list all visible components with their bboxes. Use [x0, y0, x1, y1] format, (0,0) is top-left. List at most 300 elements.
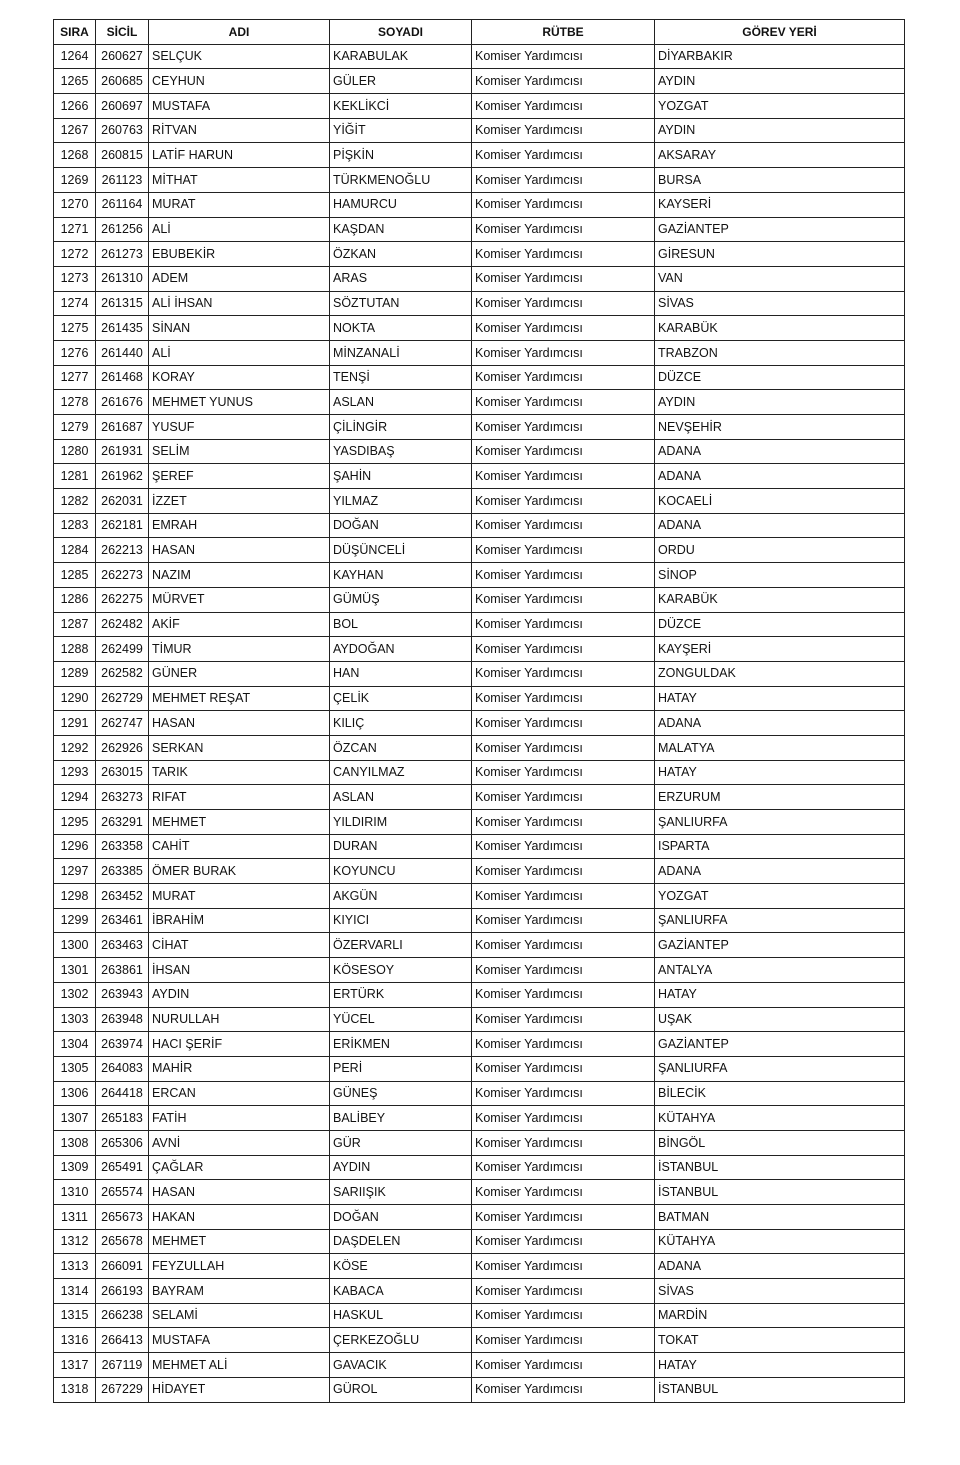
cell-gorev-yeri: YOZGAT: [655, 884, 905, 909]
cell-gorev-yeri: GAZİANTEP: [655, 217, 905, 242]
cell-adi: RIFAT: [149, 785, 330, 810]
cell-gorev-yeri: ZONGULDAK: [655, 661, 905, 686]
cell-sira: 1299: [54, 908, 96, 933]
table-row: [54, 1180, 905, 1205]
cell-adi: NAZIM: [149, 563, 330, 588]
cell-sira: 1314: [54, 1279, 96, 1304]
cell-adi: ERCAN: [149, 1081, 330, 1106]
cell-rutbe: Komiser Yardımcısı: [472, 563, 655, 588]
cell-gorev-yeri: MARDİN: [655, 1303, 905, 1328]
cell-soyadi: YÜCEL: [330, 1007, 472, 1032]
cell-sira: 1267: [54, 118, 96, 143]
cell-rutbe: Komiser Yardımcısı: [472, 884, 655, 909]
cell-soyadi: KAŞDAN: [330, 217, 472, 242]
cell-gorev-yeri: VAN: [655, 266, 905, 291]
cell-gorev-yeri: GİRESUN: [655, 242, 905, 267]
cell-rutbe: Komiser Yardımcısı: [472, 1032, 655, 1057]
cell-soyadi: HAN: [330, 661, 472, 686]
cell-sicil: 263358: [96, 834, 149, 859]
cell-soyadi: KABACA: [330, 1279, 472, 1304]
table-row: [54, 94, 905, 119]
cell-gorev-yeri: TOKAT: [655, 1328, 905, 1353]
cell-sicil: 263452: [96, 884, 149, 909]
table-row: [54, 933, 905, 958]
header-gorev-yeri: GÖREV YERİ: [655, 20, 905, 45]
cell-gorev-yeri: AYDIN: [655, 69, 905, 94]
table-row: [54, 1328, 905, 1353]
cell-sicil: 260815: [96, 143, 149, 168]
cell-sicil: 261256: [96, 217, 149, 242]
table-row: [54, 513, 905, 538]
cell-rutbe: Komiser Yardımcısı: [472, 143, 655, 168]
cell-sicil: 261440: [96, 340, 149, 365]
table-row: [54, 69, 905, 94]
table-row: [54, 365, 905, 390]
cell-soyadi: BOL: [330, 612, 472, 637]
cell-rutbe: Komiser Yardımcısı: [472, 538, 655, 563]
cell-sicil: 263291: [96, 810, 149, 835]
cell-rutbe: Komiser Yardımcısı: [472, 217, 655, 242]
cell-sira: 1276: [54, 340, 96, 365]
cell-soyadi: CANYILMAZ: [330, 760, 472, 785]
cell-sira: 1295: [54, 810, 96, 835]
table-row: [54, 291, 905, 316]
cell-sicil: 263974: [96, 1032, 149, 1057]
cell-adi: ÖMER BURAK: [149, 859, 330, 884]
cell-soyadi: ÖZKAN: [330, 242, 472, 267]
cell-gorev-yeri: İSTANBUL: [655, 1180, 905, 1205]
cell-adi: MEHMET YUNUS: [149, 390, 330, 415]
table-row: [54, 217, 905, 242]
cell-gorev-yeri: KÜTAHYA: [655, 1229, 905, 1254]
cell-soyadi: DAŞDELEN: [330, 1229, 472, 1254]
cell-sicil: 265491: [96, 1155, 149, 1180]
cell-rutbe: Komiser Yardımcısı: [472, 1254, 655, 1279]
cell-soyadi: ERİKMEN: [330, 1032, 472, 1057]
cell-rutbe: Komiser Yardımcısı: [472, 686, 655, 711]
cell-gorev-yeri: ERZURUM: [655, 785, 905, 810]
cell-soyadi: KÖSE: [330, 1254, 472, 1279]
cell-rutbe: Komiser Yardımcısı: [472, 908, 655, 933]
cell-sicil: 262582: [96, 661, 149, 686]
table-row: [54, 612, 905, 637]
cell-rutbe: Komiser Yardımcısı: [472, 612, 655, 637]
cell-adi: MAHİR: [149, 1056, 330, 1081]
cell-gorev-yeri: DİYARBAKIR: [655, 44, 905, 69]
table-row: [54, 735, 905, 760]
cell-adi: RİTVAN: [149, 118, 330, 143]
cell-soyadi: GÜLER: [330, 69, 472, 94]
cell-sicil: 260697: [96, 94, 149, 119]
cell-soyadi: KAYHAN: [330, 563, 472, 588]
cell-gorev-yeri: BİLECİK: [655, 1081, 905, 1106]
cell-adi: SELİM: [149, 439, 330, 464]
cell-soyadi: AKGÜN: [330, 884, 472, 909]
cell-sicil: 265678: [96, 1229, 149, 1254]
cell-gorev-yeri: SİVAS: [655, 1279, 905, 1304]
cell-sira: 1300: [54, 933, 96, 958]
cell-rutbe: Komiser Yardımcısı: [472, 1279, 655, 1304]
table-row: [54, 661, 905, 686]
cell-gorev-yeri: KAYSERİ: [655, 192, 905, 217]
cell-gorev-yeri: ADANA: [655, 464, 905, 489]
cell-adi: EBUBEKİR: [149, 242, 330, 267]
cell-sicil: 261468: [96, 365, 149, 390]
table-row: [54, 44, 905, 69]
cell-sira: 1274: [54, 291, 96, 316]
table-row: [54, 1130, 905, 1155]
cell-sicil: 266413: [96, 1328, 149, 1353]
cell-rutbe: Komiser Yardımcısı: [472, 44, 655, 69]
table-row: [54, 1205, 905, 1230]
cell-adi: TİMUR: [149, 637, 330, 662]
cell-soyadi: NOKTA: [330, 316, 472, 341]
table-row: [54, 1303, 905, 1328]
cell-sicil: 265306: [96, 1130, 149, 1155]
cell-sicil: 261310: [96, 266, 149, 291]
cell-sicil: 261962: [96, 464, 149, 489]
cell-rutbe: Komiser Yardımcısı: [472, 242, 655, 267]
cell-adi: EMRAH: [149, 513, 330, 538]
cell-soyadi: KOYUNCU: [330, 859, 472, 884]
cell-sira: 1288: [54, 637, 96, 662]
cell-adi: NURULLAH: [149, 1007, 330, 1032]
cell-soyadi: BALİBEY: [330, 1106, 472, 1131]
cell-soyadi: SARIIŞIK: [330, 1180, 472, 1205]
cell-sicil: 262031: [96, 489, 149, 514]
cell-sira: 1304: [54, 1032, 96, 1057]
table-row: [54, 760, 905, 785]
table-row: [54, 982, 905, 1007]
cell-rutbe: Komiser Yardımcısı: [472, 933, 655, 958]
table-row: [54, 1081, 905, 1106]
cell-rutbe: Komiser Yardımcısı: [472, 1328, 655, 1353]
cell-gorev-yeri: MALATYA: [655, 735, 905, 760]
table-row: [54, 810, 905, 835]
cell-soyadi: ERTÜRK: [330, 982, 472, 1007]
cell-sira: 1275: [54, 316, 96, 341]
cell-sicil: 266193: [96, 1279, 149, 1304]
cell-gorev-yeri: ŞANLIURFA: [655, 1056, 905, 1081]
cell-adi: YUSUF: [149, 415, 330, 440]
cell-adi: ALİ: [149, 217, 330, 242]
table-row: [54, 266, 905, 291]
cell-gorev-yeri: ANTALYA: [655, 958, 905, 983]
cell-gorev-yeri: HATAY: [655, 686, 905, 711]
cell-sicil: 262499: [96, 637, 149, 662]
cell-rutbe: Komiser Yardımcısı: [472, 735, 655, 760]
cell-soyadi: ÇİLİNGİR: [330, 415, 472, 440]
cell-rutbe: Komiser Yardımcısı: [472, 637, 655, 662]
cell-rutbe: Komiser Yardımcısı: [472, 316, 655, 341]
cell-gorev-yeri: AYDIN: [655, 390, 905, 415]
cell-sicil: 262482: [96, 612, 149, 637]
table-row: [54, 1155, 905, 1180]
cell-rutbe: Komiser Yardımcısı: [472, 711, 655, 736]
cell-gorev-yeri: SİNOP: [655, 563, 905, 588]
table-row: [54, 1353, 905, 1378]
cell-soyadi: HASKUL: [330, 1303, 472, 1328]
cell-adi: FEYZULLAH: [149, 1254, 330, 1279]
cell-rutbe: Komiser Yardımcısı: [472, 1377, 655, 1402]
cell-adi: TARIK: [149, 760, 330, 785]
cell-adi: MEHMET REŞAT: [149, 686, 330, 711]
cell-soyadi: ASLAN: [330, 785, 472, 810]
cell-soyadi: KÖSESOY: [330, 958, 472, 983]
cell-adi: MEHMET: [149, 810, 330, 835]
cell-adi: MUSTAFA: [149, 1328, 330, 1353]
cell-sicil: 263273: [96, 785, 149, 810]
cell-sicil: 263948: [96, 1007, 149, 1032]
cell-sira: 1284: [54, 538, 96, 563]
cell-adi: HAKAN: [149, 1205, 330, 1230]
cell-gorev-yeri: ŞANLIURFA: [655, 908, 905, 933]
cell-soyadi: ARAS: [330, 266, 472, 291]
header-rutbe: RÜTBE: [472, 20, 655, 45]
cell-soyadi: ŞAHİN: [330, 464, 472, 489]
cell-soyadi: DÜŞÜNCELİ: [330, 538, 472, 563]
cell-adi: HASAN: [149, 538, 330, 563]
cell-adi: CAHİT: [149, 834, 330, 859]
cell-sira: 1266: [54, 94, 96, 119]
cell-adi: İBRAHİM: [149, 908, 330, 933]
cell-sicil: 261676: [96, 390, 149, 415]
table-row: [54, 637, 905, 662]
cell-rutbe: Komiser Yardımcısı: [472, 365, 655, 390]
cell-sicil: 263015: [96, 760, 149, 785]
cell-sicil: 266238: [96, 1303, 149, 1328]
cell-soyadi: DOĞAN: [330, 513, 472, 538]
cell-soyadi: ÖZCAN: [330, 735, 472, 760]
cell-sira: 1293: [54, 760, 96, 785]
cell-sicil: 264083: [96, 1056, 149, 1081]
cell-gorev-yeri: DÜZCE: [655, 612, 905, 637]
cell-sira: 1308: [54, 1130, 96, 1155]
cell-soyadi: ASLAN: [330, 390, 472, 415]
cell-soyadi: ÇERKEZOĞLU: [330, 1328, 472, 1353]
table-row: [54, 464, 905, 489]
cell-gorev-yeri: HATAY: [655, 1353, 905, 1378]
cell-sira: 1279: [54, 415, 96, 440]
table-row: [54, 143, 905, 168]
cell-sira: 1316: [54, 1328, 96, 1353]
cell-sira: 1294: [54, 785, 96, 810]
cell-sicil: 266091: [96, 1254, 149, 1279]
cell-soyadi: PERİ: [330, 1056, 472, 1081]
cell-sira: 1307: [54, 1106, 96, 1131]
cell-sira: 1306: [54, 1081, 96, 1106]
cell-adi: AYDIN: [149, 982, 330, 1007]
cell-gorev-yeri: BURSA: [655, 168, 905, 193]
cell-adi: MEHMET: [149, 1229, 330, 1254]
cell-sira: 1264: [54, 44, 96, 69]
cell-sira: 1317: [54, 1353, 96, 1378]
cell-gorev-yeri: YOZGAT: [655, 94, 905, 119]
cell-soyadi: ÖZERVARLI: [330, 933, 472, 958]
table-row: [54, 711, 905, 736]
cell-adi: FATİH: [149, 1106, 330, 1131]
cell-adi: ADEM: [149, 266, 330, 291]
cell-adi: HACI ŞERİF: [149, 1032, 330, 1057]
cell-gorev-yeri: BATMAN: [655, 1205, 905, 1230]
cell-sicil: 262273: [96, 563, 149, 588]
table-row: [54, 785, 905, 810]
cell-soyadi: YILMAZ: [330, 489, 472, 514]
cell-sicil: 265673: [96, 1205, 149, 1230]
cell-soyadi: GÜNEŞ: [330, 1081, 472, 1106]
cell-adi: HASAN: [149, 711, 330, 736]
cell-rutbe: Komiser Yardımcısı: [472, 1081, 655, 1106]
cell-gorev-yeri: ADANA: [655, 513, 905, 538]
cell-rutbe: Komiser Yardımcısı: [472, 513, 655, 538]
cell-sira: 1296: [54, 834, 96, 859]
cell-soyadi: YILDIRIM: [330, 810, 472, 835]
cell-rutbe: Komiser Yardımcısı: [472, 291, 655, 316]
cell-rutbe: Komiser Yardımcısı: [472, 69, 655, 94]
cell-rutbe: Komiser Yardımcısı: [472, 1007, 655, 1032]
cell-sira: 1269: [54, 168, 96, 193]
cell-adi: İZZET: [149, 489, 330, 514]
cell-sira: 1281: [54, 464, 96, 489]
cell-sicil: 262275: [96, 587, 149, 612]
cell-sicil: 262213: [96, 538, 149, 563]
table-row: [54, 1377, 905, 1402]
cell-sicil: 261123: [96, 168, 149, 193]
cell-adi: AKİF: [149, 612, 330, 637]
cell-rutbe: Komiser Yardımcısı: [472, 810, 655, 835]
cell-sira: 1302: [54, 982, 96, 1007]
cell-adi: MÜRVET: [149, 587, 330, 612]
cell-sira: 1318: [54, 1377, 96, 1402]
cell-rutbe: Komiser Yardımcısı: [472, 859, 655, 884]
cell-gorev-yeri: KARABÜK: [655, 316, 905, 341]
cell-adi: ALİ: [149, 340, 330, 365]
cell-adi: SELAMİ: [149, 1303, 330, 1328]
table-row: [54, 1106, 905, 1131]
cell-gorev-yeri: ADANA: [655, 859, 905, 884]
cell-soyadi: DURAN: [330, 834, 472, 859]
cell-soyadi: GAVACIK: [330, 1353, 472, 1378]
cell-rutbe: Komiser Yardımcısı: [472, 464, 655, 489]
cell-soyadi: DOĞAN: [330, 1205, 472, 1230]
cell-soyadi: GÜROL: [330, 1377, 472, 1402]
table-row: [54, 1229, 905, 1254]
table-row: [54, 859, 905, 884]
cell-soyadi: PİŞKİN: [330, 143, 472, 168]
cell-gorev-yeri: KAYŞERİ: [655, 637, 905, 662]
table-row: [54, 563, 905, 588]
cell-sicil: 261273: [96, 242, 149, 267]
cell-adi: MUSTAFA: [149, 94, 330, 119]
header-sicil: SİCİL: [96, 20, 149, 45]
cell-sira: 1280: [54, 439, 96, 464]
cell-sicil: 260627: [96, 44, 149, 69]
table-row: [54, 489, 905, 514]
cell-soyadi: AYDOĞAN: [330, 637, 472, 662]
cell-adi: CİHAT: [149, 933, 330, 958]
cell-rutbe: Komiser Yardımcısı: [472, 834, 655, 859]
cell-sira: 1303: [54, 1007, 96, 1032]
cell-gorev-yeri: BİNGÖL: [655, 1130, 905, 1155]
cell-soyadi: TENŞİ: [330, 365, 472, 390]
cell-sira: 1273: [54, 266, 96, 291]
cell-gorev-yeri: ORDU: [655, 538, 905, 563]
cell-sicil: 261435: [96, 316, 149, 341]
cell-adi: ŞEREF: [149, 464, 330, 489]
cell-sicil: 261931: [96, 439, 149, 464]
cell-sira: 1313: [54, 1254, 96, 1279]
cell-sira: 1291: [54, 711, 96, 736]
cell-sira: 1286: [54, 587, 96, 612]
cell-sicil: 262729: [96, 686, 149, 711]
cell-gorev-yeri: HATAY: [655, 760, 905, 785]
table-row: [54, 118, 905, 143]
cell-gorev-yeri: ADANA: [655, 711, 905, 736]
cell-rutbe: Komiser Yardımcısı: [472, 587, 655, 612]
table-row: [54, 538, 905, 563]
table-row: [54, 192, 905, 217]
header-adi: ADI: [149, 20, 330, 45]
cell-gorev-yeri: ADANA: [655, 1254, 905, 1279]
cell-adi: SİNAN: [149, 316, 330, 341]
table-row: [54, 908, 905, 933]
cell-rutbe: Komiser Yardımcısı: [472, 390, 655, 415]
cell-sira: 1265: [54, 69, 96, 94]
cell-gorev-yeri: NEVŞEHİR: [655, 415, 905, 440]
cell-sicil: 261315: [96, 291, 149, 316]
cell-gorev-yeri: GAZİANTEP: [655, 933, 905, 958]
cell-gorev-yeri: UŞAK: [655, 1007, 905, 1032]
cell-soyadi: GÜR: [330, 1130, 472, 1155]
cell-rutbe: Komiser Yardımcısı: [472, 1180, 655, 1205]
cell-gorev-yeri: DÜZCE: [655, 365, 905, 390]
cell-rutbe: Komiser Yardımcısı: [472, 661, 655, 686]
cell-sicil: 260763: [96, 118, 149, 143]
cell-rutbe: Komiser Yardımcısı: [472, 439, 655, 464]
header-soyadi: SOYADI: [330, 20, 472, 45]
table-row: [54, 884, 905, 909]
cell-soyadi: MİNZANALİ: [330, 340, 472, 365]
cell-rutbe: Komiser Yardımcısı: [472, 982, 655, 1007]
cell-sicil: 260685: [96, 69, 149, 94]
cell-adi: SERKAN: [149, 735, 330, 760]
cell-sira: 1301: [54, 958, 96, 983]
table-row: [54, 1254, 905, 1279]
cell-sira: 1278: [54, 390, 96, 415]
cell-gorev-yeri: KÜTAHYA: [655, 1106, 905, 1131]
cell-rutbe: Komiser Yardımcısı: [472, 1056, 655, 1081]
cell-adi: ÇAĞLAR: [149, 1155, 330, 1180]
cell-adi: KORAY: [149, 365, 330, 390]
cell-gorev-yeri: İSTANBUL: [655, 1155, 905, 1180]
cell-gorev-yeri: ADANA: [655, 439, 905, 464]
cell-rutbe: Komiser Yardımcısı: [472, 340, 655, 365]
cell-rutbe: Komiser Yardımcısı: [472, 958, 655, 983]
cell-rutbe: Komiser Yardımcısı: [472, 785, 655, 810]
table-row: [54, 1007, 905, 1032]
cell-sicil: 267229: [96, 1377, 149, 1402]
cell-sicil: 262926: [96, 735, 149, 760]
table-row: [54, 316, 905, 341]
cell-rutbe: Komiser Yardımcısı: [472, 266, 655, 291]
cell-gorev-yeri: GAZİANTEP: [655, 1032, 905, 1057]
cell-adi: CEYHUN: [149, 69, 330, 94]
table-row: [54, 1032, 905, 1057]
cell-adi: LATİF HARUN: [149, 143, 330, 168]
cell-sira: 1312: [54, 1229, 96, 1254]
cell-sira: 1272: [54, 242, 96, 267]
cell-rutbe: Komiser Yardımcısı: [472, 192, 655, 217]
